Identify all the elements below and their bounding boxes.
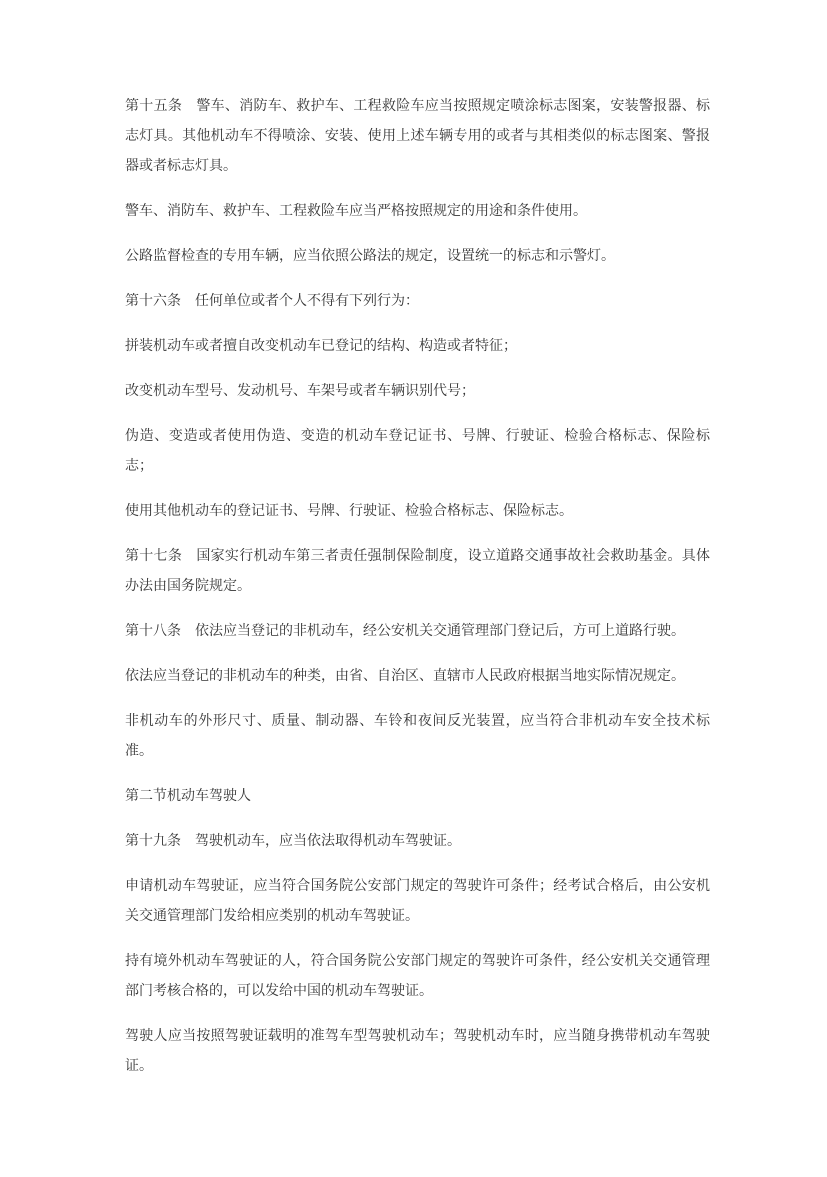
article-19-clause-4: 驾驶人应当按照驾驶证载明的准驾车型驾驶机动车；驾驶机动车时，应当随身携带机动车驾驶证。	[125, 1029, 710, 1074]
article-18-clause-3: 非机动车的外形尺寸、质量、制动器、车铃和夜间反光装置，应当符合非机动车安全技术标准。	[125, 714, 710, 759]
article-15-clause-2: 警车、消防车、救护车、工程救险车应当严格按照规定的用途和条件使用。	[125, 204, 587, 219]
article-18-paragraph: 第十八条 依法应当登记的非机动车，经公安机关交通管理部门登记后，方可上道路行驶。	[125, 624, 685, 639]
section-heading: 第二节机动车驾驶人	[125, 789, 251, 804]
article-15-clause-3: 公路监督检查的专用车辆，应当依照公路法的规定，设置统一的标志和示警灯。	[125, 249, 615, 264]
article-19-paragraph: 第十九条 驾驶机动车，应当依法取得机动车驾驶证。	[125, 834, 461, 849]
article-19-clause-2: 申请机动车驾驶证，应当符合国务院公安部门规定的驾驶许可条件；经考试合格后，由公安机关交通管理部门发给相应类别的机动车驾驶证。	[125, 879, 710, 924]
article-15-paragraph: 第十五条 警车、消防车、救护车、工程救险车应当按照规定喷涂标志图案，安装警报器、标志灯具。其他机动车不得喷涂、安装、使用上述车辆专用的或者与其相类似的标志图案、警报器或者标志灯具。	[125, 99, 710, 174]
article-16-item-4: 使用其他机动车的登记证书、号牌、行驶证、检验合格标志、保险标志。	[125, 504, 573, 519]
article-16-paragraph: 第十六条 任何单位或者个人不得有下列行为：	[125, 294, 419, 309]
article-19-clause-3: 持有境外机动车驾驶证的人，符合国务院公安部门规定的驾驶许可条件，经公安机关交通管理部门考核合格的，可以发给中国的机动车驾驶证。	[125, 954, 710, 999]
article-16-item-2: 改变机动车型号、发动机号、车架号或者车辆识别代号；	[125, 384, 475, 399]
article-16-item-3: 伪造、变造或者使用伪造、变造的机动车登记证书、号牌、行驶证、检验合格标志、保险标志；	[125, 429, 710, 474]
article-18-clause-2: 依法应当登记的非机动车的种类，由省、自治区、直辖市人民政府根据当地实际情况规定。	[125, 669, 685, 684]
article-16-item-1: 拼装机动车或者擅自改变机动车已登记的结构、构造或者特征；	[125, 339, 517, 354]
article-17-paragraph: 第十七条 国家实行机动车第三者责任强制保险制度，设立道路交通事故社会救助基金。具体办法由国务院规定。	[125, 549, 710, 594]
